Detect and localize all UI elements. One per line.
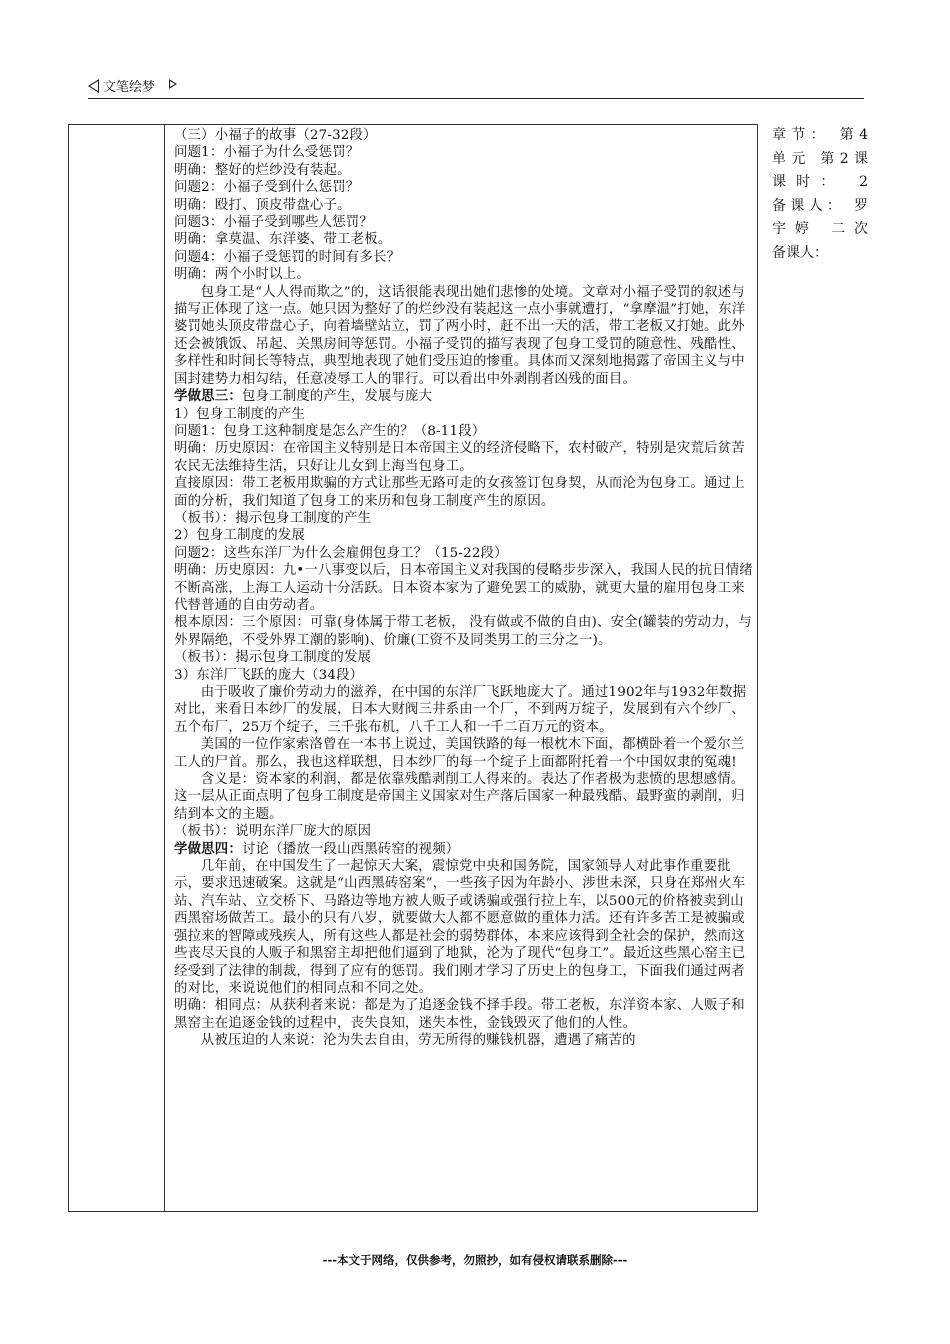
table-left-column bbox=[69, 125, 165, 1211]
lesson-content bbox=[174, 127, 754, 1050]
content-paragraph bbox=[174, 249, 754, 266]
content-paragraph bbox=[174, 823, 754, 840]
content-paragraph bbox=[174, 858, 754, 997]
triangle-right-icon bbox=[169, 79, 177, 89]
paragraph-text: 问题2：这些东洋厂为什么会雇佣包身工？（15-22段） bbox=[174, 545, 508, 561]
side-chapter-line1: 章节： 第4 bbox=[772, 127, 868, 143]
paragraph-text: 明确：相同点：从获利者来说：都是为了追逐金钱不择手段。带工老板，东洋资本家、人贩子和黑窑主在追逐金钱的过程中，丧失良知，迷失本性，金钱毁灭了他们的人性。 bbox=[174, 998, 745, 1031]
content-paragraph bbox=[174, 527, 754, 544]
paragraph-text: 包身工是“人人得而欺之”的，这话很能表现出她们悲惨的处境。文章对小福子受罚的叙述与描写正体现了这一点。她只因为整好了的烂纱没有装起这一点小事就遭打，“拿摩温”打她，东洋婆罚她头顶皮带盘心子，向着墙壁站立，罚了两小时，赶不出一天的活，带工老板又打她。此外还会被饿饭、吊起、关黑房间等惩罚。小福子受罚的描写表现了包身工受罚的随意性、残酷性、多样性和时间长等特点，典型地表现了她们受压迫的惨重。具体而又深刻地揭露了帝国主义与中国封建势力相勾结，任意凌辱工人的罪行。可以看出中外剥削者凶残的面目。 bbox=[174, 284, 746, 387]
paragraph-text: （三）小福子的故事（27-32段） bbox=[174, 128, 377, 143]
paragraph-text: 讨论（播放一段山西黑砖窑的视频） bbox=[241, 841, 460, 857]
paragraph-text: 2）包身工制度的发展 bbox=[174, 528, 306, 544]
content-paragraph bbox=[174, 997, 754, 1032]
content-paragraph bbox=[174, 771, 754, 823]
paragraph-text: （板书）：揭示包身工制度的发展 bbox=[174, 650, 372, 666]
paragraph-text: 含义是：资本家的利润，都是依靠残酷剥削工人得来的。表达了作者极为悲愤的思想感情。这一层从正面点明了包身工制度是帝国主义国家对生产落后国家一种最残酷、最野蛮的剥削，归结到本文的主题。 bbox=[174, 772, 745, 822]
content-paragraph bbox=[174, 284, 754, 388]
lesson-table bbox=[68, 124, 758, 1212]
page-footer: ---本文于网络，仅供参考，勿照抄，如有侵权请联系删除--- bbox=[322, 1253, 628, 1267]
content-paragraph bbox=[174, 144, 754, 161]
paragraph-text: 问题1：包身工这种制度是怎么产生的？（8-11段） bbox=[174, 423, 486, 439]
paragraph-text: （板书）：说明东洋厂庞大的原因 bbox=[174, 824, 372, 840]
paragraph-text: 由于吸收了廉价劳动力的滋养，在中国的东洋厂飞跃地庞大了。通过1902年与1932年数据对比，来看日本纱厂的发展，日本大财阀三井系由一个厂，不到两万绽子，发展到有六个纱厂、五个布厂，25万个绽子，三千张布机，八千工人和一千二百万元的资本。 bbox=[174, 685, 747, 735]
content-paragraph bbox=[174, 440, 754, 475]
paragraph-text: 问题4：小福子受惩罚的时间有多长？ bbox=[174, 249, 401, 265]
content-paragraph bbox=[174, 423, 754, 440]
content-paragraph bbox=[174, 127, 754, 144]
content-paragraph bbox=[174, 231, 754, 248]
paragraph-text: 明确：历史原因：九•一八事变以后，日本帝国主义对我国的侵略步步深入，我国人民的抗日情绪不断高涨，上海工人运动十分活跃。日本资本家为了避免罢工的威胁，就更大量的雇用包身工来代替普通的自由劳动者。 bbox=[174, 563, 753, 613]
section-heading: 学做思三： bbox=[174, 388, 242, 405]
paragraph-text: 问题3：小福子受到哪些人惩罚？ bbox=[174, 215, 373, 231]
header-brand bbox=[88, 76, 177, 95]
paragraph-text: 包身工制度的产生，发展与庞大 bbox=[241, 389, 433, 405]
side-preparer-line1: 备课人： 罗 bbox=[772, 197, 868, 214]
side-hours: 课时： 2 bbox=[772, 174, 868, 190]
content-paragraph bbox=[174, 179, 754, 196]
content-paragraph bbox=[174, 388, 754, 405]
paragraph-text: 明确：历史原因：在帝国主义特别是日本帝国主义的经济侵略下，农村破产，特别是灾荒后贫苦农民无法维持生活，只好让儿女到上海当包身工。 bbox=[174, 441, 745, 474]
content-paragraph bbox=[174, 684, 754, 736]
content-paragraph bbox=[174, 1032, 754, 1049]
content-paragraph bbox=[174, 841, 754, 858]
content-paragraph bbox=[174, 614, 754, 649]
side-notes bbox=[772, 124, 868, 265]
paragraph-text: 明确：拿莫温、东洋婆、带工老板。 bbox=[174, 232, 392, 248]
paragraph-text: 问题2：小福子受到什么惩罚？ bbox=[174, 180, 360, 196]
content-paragraph bbox=[174, 545, 754, 562]
content-paragraph bbox=[174, 162, 754, 179]
paragraph-text: 明确：殴打、顶皮带盘心子。 bbox=[174, 197, 351, 213]
side-preparer-line2: 宇婷 二次 bbox=[772, 221, 868, 237]
content-paragraph bbox=[174, 667, 754, 684]
content-paragraph bbox=[174, 510, 754, 527]
side-second-preparer: 备课人： bbox=[772, 244, 828, 261]
paragraph-text: 根本原因：三个原因：可靠(身体属于带工老板， 没有做或不做的自由)、安全(罐装的劳动力，与外界隔绝，不受外界工潮的影响)、价廉(工资不及同类男工的三分之一)。 bbox=[174, 615, 752, 648]
triangle-left-icon bbox=[88, 79, 99, 93]
content-paragraph bbox=[174, 649, 754, 666]
content-paragraph bbox=[174, 406, 754, 423]
paragraph-text: 几年前，在中国发生了一起惊天大案，震惊党中央和国务院，国家领导人对此事作重要批示，要求迅速破案。这就是“山西黑砖窑案”，一些孩子因为年龄小、涉世未深，只身在郑州火车站、汽车站、立交桥下、马路边等地方被人贩子或诱骗或强行拉上车，以500元的价格被卖到山西黑窑场做苦工。最小的只有八岁，就要做大人都不愿意做的重体力活。还有许多苦工是被骗或强拉来的智障或残疾人，所有这些人都是社会的弱势群体，本来应该得到全社会的保护，然而这些丧尽天良的人贩子和黑窑主却把他们逼到了地狱，沦为了现代“包身工”。最近这些黑心窑主已经受到了法律的制裁，得到了应有的惩罚。我们刚才学习了历史上的包身工，下面我们通过两者的对比，来说说他们的相同点和不同之处。 bbox=[174, 859, 746, 996]
content-paragraph bbox=[174, 562, 754, 614]
paragraph-text: 1）包身工制度的产生 bbox=[174, 406, 306, 422]
content-paragraph bbox=[174, 214, 754, 231]
section-heading: 学做思四： bbox=[174, 840, 242, 857]
page-header bbox=[88, 76, 864, 99]
side-chapter-line2: 单元 第2课 bbox=[772, 150, 868, 167]
paragraph-text: 3）东洋厂飞跃的庞大（34段） bbox=[174, 667, 364, 683]
paragraph-text: 美国的一位作家索洛曾在一本书上说过，美国铁路的每一根枕木下面，都横卧着一个爱尔兰工人的尸首。那么，我也这样联想，日本纱厂的每一个绽子上面都附托着一个中国奴隶的冤魂! bbox=[174, 737, 745, 770]
paragraph-text: （板书）：揭示包身工制度的产生 bbox=[174, 510, 372, 526]
content-paragraph bbox=[174, 475, 754, 510]
content-paragraph bbox=[174, 736, 754, 771]
paragraph-text: 直接原因：带工老板用欺骗的方式让那些无路可走的女孩签订包身契，从而沦为包身工。通过上面的分析，我们知道了包身工的来历和包身工制度产生的原因。 bbox=[174, 476, 745, 509]
content-paragraph bbox=[174, 197, 754, 214]
paragraph-text: 明确：整好的烂纱没有装起。 bbox=[174, 162, 351, 178]
content-paragraph bbox=[174, 266, 754, 283]
paragraph-text: 问题1：小福子为什么受惩罚？ bbox=[174, 145, 360, 161]
brand-text: 文笔绘梦 bbox=[103, 80, 156, 95]
paragraph-text: 从被压迫的人来说：沦为失去自由，劳无所得的赚钱机器，遭遇了痛苦的 bbox=[200, 1033, 636, 1049]
paragraph-text: 明确：两个小时以上。 bbox=[174, 267, 310, 283]
